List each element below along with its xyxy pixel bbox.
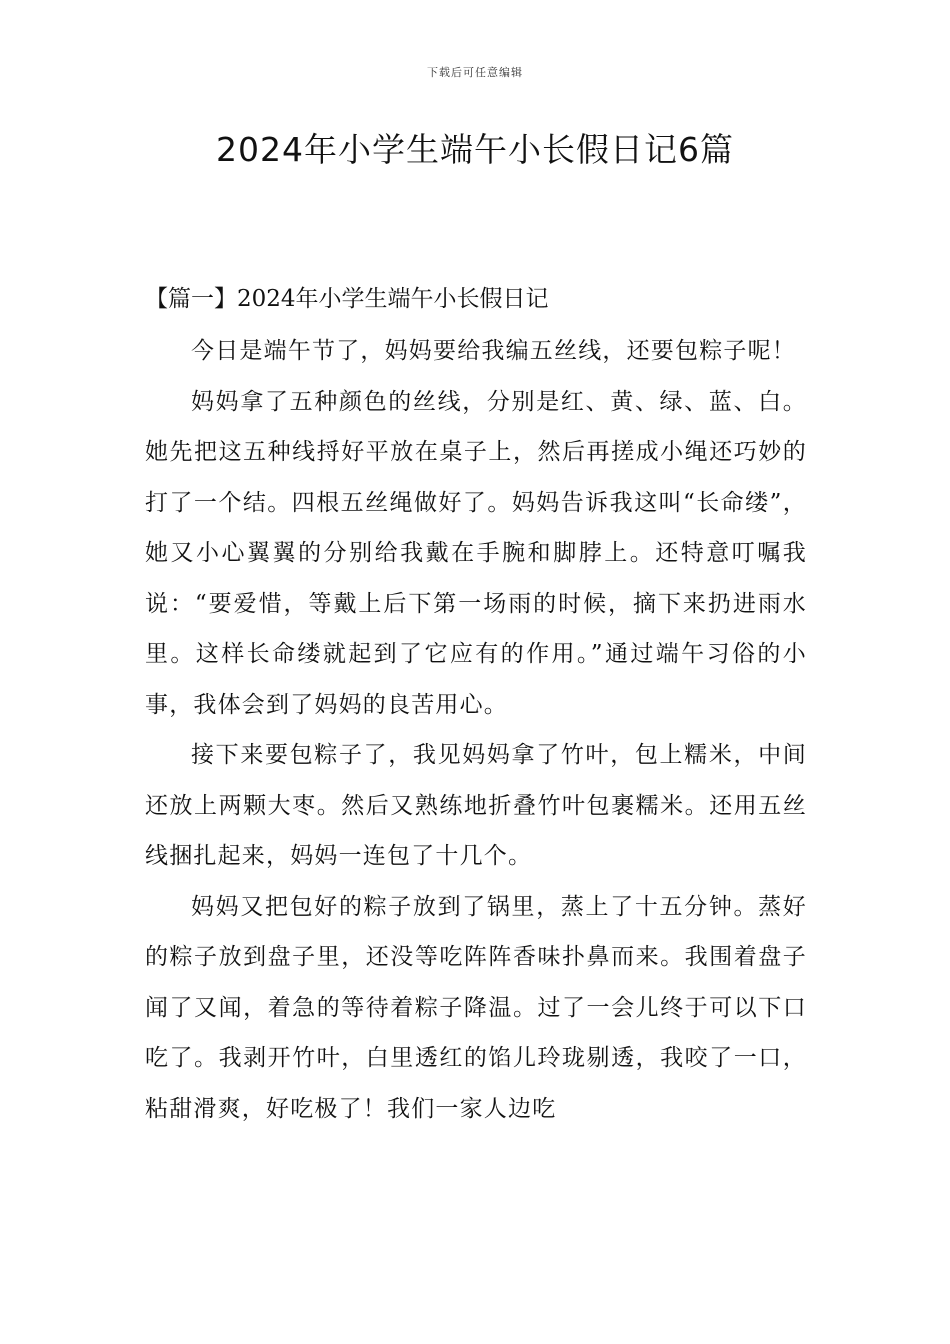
paragraph: 妈妈拿了五种颜色的丝线，分别是红、黄、绿、蓝、白。她先把这五种线捋好平放在桌子上，然后再搓成小绳还巧妙的打了一个结。四根五丝绳做好了。妈妈告诉我这叫“长命缕”，她又小心翼翼的分别给我戴在手腕和脚脖上。还特意叮嘱我说：“要爱惜，等戴上后下第一场雨的时候，摘下来扔进雨水里。这样长命缕就起到了它应有的作用。”通过端午习俗的小事，我体会到了妈妈的良苦用心。: [145, 388, 807, 718]
header-note: 下载后可任意编辑: [427, 66, 523, 79]
document-body: [145, 278, 807, 1134]
paragraph: 今日是端午节了，妈妈要给我编五丝线，还要包粽子呢！: [191, 338, 796, 364]
paragraph: 接下来要包粽子了，我见妈妈拿了竹叶，包上糯米，中间还放上两颗大枣。然后又熟练地折叠竹叶包裹糯米。还用五丝线捆扎起来，妈妈一连包了十几个。: [145, 742, 807, 869]
section-heading: 【篇一】2024年小学生端午小长假日记: [145, 286, 549, 312]
paragraph: 妈妈又把包好的粽子放到了锅里，蒸上了十五分钟。蒸好的粽子放到盘子里，还没等吃阵阵香味扑鼻而来。我围着盘子闻了又闻，着急的等待着粽子降温。过了一会儿终于可以下口吃了。我剥开竹叶，白里透红的馅儿玲珑剔透，我咬了一口，粘甜滑爽，好吃极了！我们一家人边吃: [145, 893, 807, 1122]
document-title: 2024年小学生端午小长假日记6篇: [216, 130, 734, 169]
